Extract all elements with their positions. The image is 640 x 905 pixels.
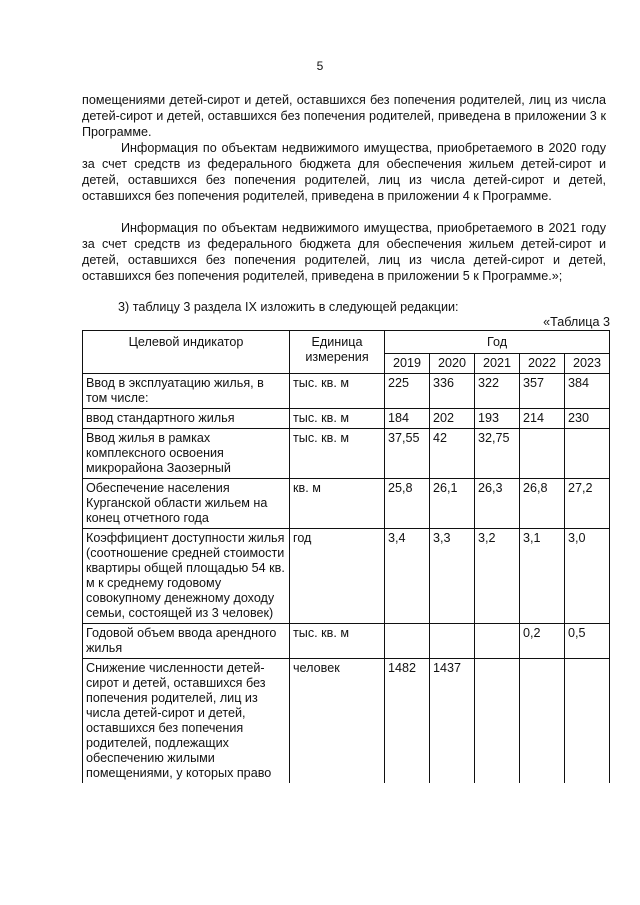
value-cell: 0,2 xyxy=(520,624,565,659)
header-year: 2022 xyxy=(520,354,565,374)
value-cell: 225 xyxy=(385,374,430,409)
value-cell xyxy=(475,624,520,659)
indicator-cell: Коэффициент доступности жилья (соотношение средней стоимости квартиры общей площадью 54 кв. м к среднему годовому совокупному денежному доходу семьи, состоящей из 3 человек) xyxy=(83,529,290,624)
paragraph-appendix-3: помещениями детей-сирот и детей, оставшихся без попечения родителей, лиц из числа детей-сирот и детей, оставшихся без попечения родителей, приведена в приложении 3 к Программе. xyxy=(82,93,606,139)
page-number: 5 xyxy=(316,59,324,73)
table-row xyxy=(83,529,610,624)
value-cell: 3,4 xyxy=(385,529,430,624)
header-year: 2019 xyxy=(385,354,430,374)
value-cell xyxy=(565,429,610,479)
value-cell: 1437 xyxy=(430,659,475,784)
value-cell: 193 xyxy=(475,409,520,429)
value-cell: 336 xyxy=(430,374,475,409)
value-cell xyxy=(475,659,520,784)
value-cell: 3,1 xyxy=(520,529,565,624)
table-row xyxy=(83,624,610,659)
header-year: 2023 xyxy=(565,354,610,374)
value-cell xyxy=(430,624,475,659)
value-cell: 184 xyxy=(385,409,430,429)
unit-cell: человек xyxy=(290,659,385,784)
paragraph-table-instruction: 3) таблицу 3 раздела IX изложить в следующей редакции: xyxy=(118,300,459,314)
table-row xyxy=(83,479,610,529)
value-cell: 27,2 xyxy=(565,479,610,529)
value-cell: 42 xyxy=(430,429,475,479)
indicator-cell: ввод стандартного жилья xyxy=(83,409,290,429)
value-cell: 25,8 xyxy=(385,479,430,529)
header-year-group: Год xyxy=(385,331,610,354)
header-indicator: Целевой индикатор xyxy=(83,331,290,374)
value-cell: 230 xyxy=(565,409,610,429)
value-cell: 32,75 xyxy=(475,429,520,479)
value-cell xyxy=(520,429,565,479)
table-row xyxy=(83,409,610,429)
unit-cell: год xyxy=(290,529,385,624)
indicator-cell: Годовой объем ввода арендного жилья xyxy=(83,624,290,659)
indicator-cell: Ввод жилья в рамках комплексного освоения микрорайона Заозерный xyxy=(83,429,290,479)
value-cell xyxy=(565,659,610,784)
table-caption: «Таблица 3 xyxy=(543,315,610,329)
value-cell: 37,55 xyxy=(385,429,430,479)
header-year: 2021 xyxy=(475,354,520,374)
value-cell: 202 xyxy=(430,409,475,429)
indicator-cell: Обеспечение населения Курганской области жильем на конец отчетного года xyxy=(83,479,290,529)
value-cell: 3,3 xyxy=(430,529,475,624)
table-header-row xyxy=(83,331,610,354)
value-cell: 1482 xyxy=(385,659,430,784)
header-year: 2020 xyxy=(430,354,475,374)
unit-cell: тыс. кв. м xyxy=(290,624,385,659)
indicator-cell: Ввод в эксплуатацию жилья, в том числе: xyxy=(83,374,290,409)
table-row xyxy=(83,659,610,784)
value-cell: 26,3 xyxy=(475,479,520,529)
value-cell: 3,0 xyxy=(565,529,610,624)
table-row xyxy=(83,374,610,409)
value-cell: 357 xyxy=(520,374,565,409)
header-unit: Единица измерения xyxy=(290,331,385,374)
table-row xyxy=(83,429,610,479)
value-cell: 214 xyxy=(520,409,565,429)
value-cell: 322 xyxy=(475,374,520,409)
unit-cell: кв. м xyxy=(290,479,385,529)
value-cell: 26,1 xyxy=(430,479,475,529)
value-cell xyxy=(385,624,430,659)
paragraph-appendix-4: Информация по объектам недвижимого имущества, приобретаемого в 2020 году за счет средств из федерального бюджета для обеспечения жильем детей-сирот и детей, оставшихся без попечения родителей, лиц из числа детей-сирот и детей, оставшихся без попечения родителей, приведена в приложении 4 к Программе. xyxy=(82,141,606,203)
unit-cell: тыс. кв. м xyxy=(290,409,385,429)
unit-cell: тыс. кв. м xyxy=(290,374,385,409)
value-cell: 3,2 xyxy=(475,529,520,624)
indicator-cell: Снижение численности детей-сирот и детей, оставшихся без попечения родителей, лиц из числа детей-сирот и детей, оставшихся без попечения родителей, подлежащих обеспечению жилыми помещениями, у которых право xyxy=(83,659,290,784)
value-cell: 384 xyxy=(565,374,610,409)
paragraph-appendix-5: Информация по объектам недвижимого имущества, приобретаемого в 2021 году за счет средств из федерального бюджета для обеспечения жильем детей-сирот и детей, оставшихся без попечения родителей, лиц из числа детей-сирот и детей, оставшихся без попечения родителей, приведена в приложении 5 к Программе.»; xyxy=(82,221,606,283)
value-cell: 26,8 xyxy=(520,479,565,529)
value-cell: 0,5 xyxy=(565,624,610,659)
unit-cell: тыс. кв. м xyxy=(290,429,385,479)
target-indicators-table xyxy=(82,330,610,783)
value-cell xyxy=(520,659,565,784)
